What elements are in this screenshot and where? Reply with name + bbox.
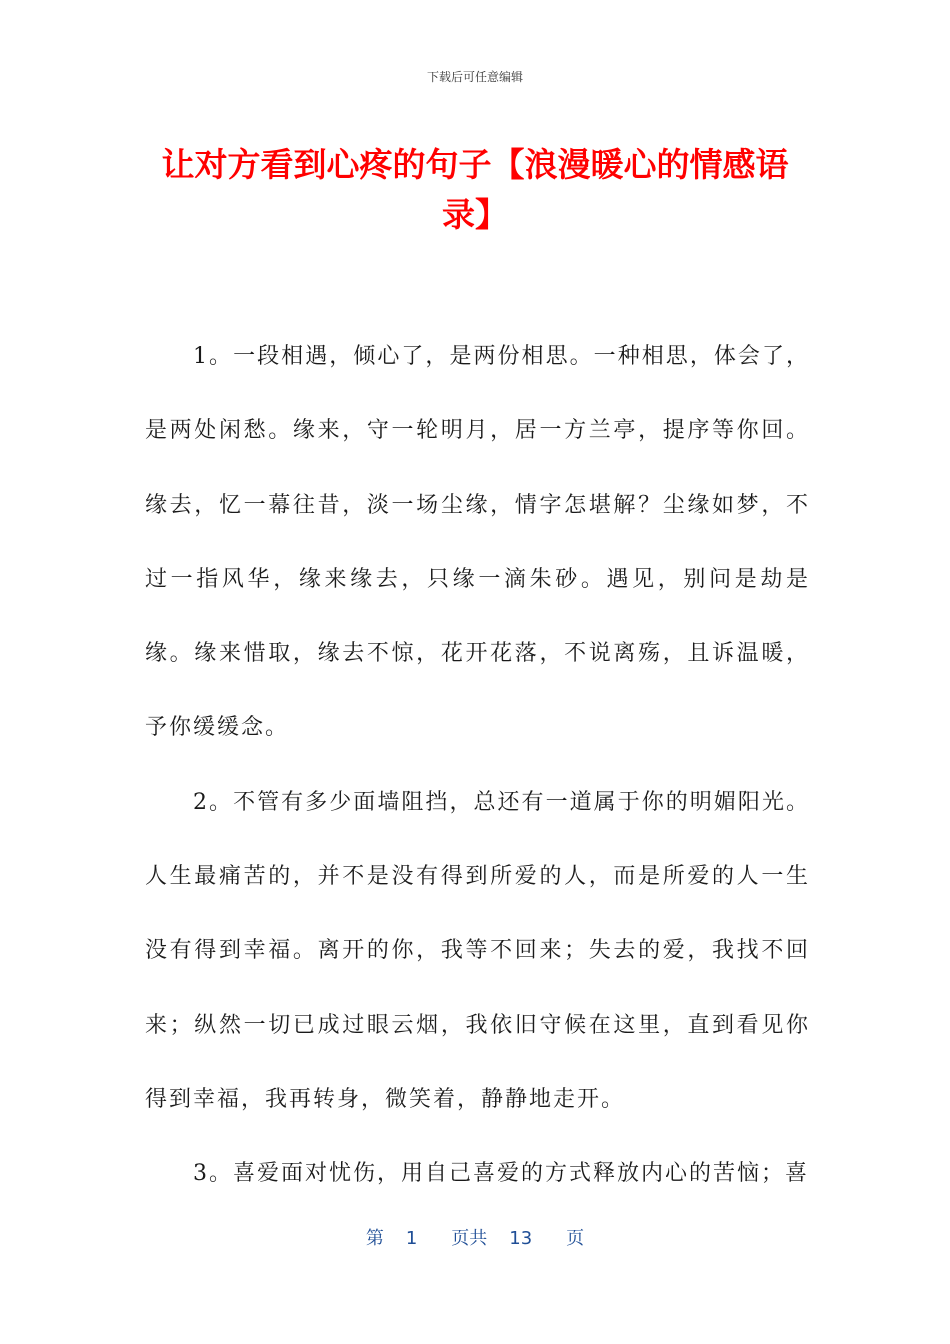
document-title: 让对方看到心疼的句子【浪漫暖心的情感语录】: [161, 145, 789, 234]
footer-total-pages: 13: [509, 1228, 533, 1249]
footer-prefix: 第: [365, 1228, 384, 1249]
paragraph-3: 3。喜爱面对忧伤，用自己喜爱的方式释放内心的苦恼；喜: [193, 1161, 809, 1187]
document-body: [145, 320, 810, 1212]
footer-middle: 页共: [451, 1228, 488, 1249]
header-note: 下载后可任意编辑: [426, 70, 523, 84]
footer-current-page: 1: [405, 1228, 418, 1249]
paragraph-2: 2。不管有多少面墙阻挡，总还有一道属于你的明媚阳光。人生最痛苦的，并不是没有得到所爱的人，而是所爱的人一生没有得到幸福。离开的你，我等不回来；失去的爱，我找不回来；纵然一切已成过眼云烟，我依旧守候在这里，直到看见你得到幸福，我再转身，微笑着，静静地走开。: [145, 789, 810, 1112]
paragraph-1: 1。一段相遇，倾心了，是两份相思。一种相思，体会了，是两处闲愁。缘来，守一轮明月，居一方兰亭，提序等你回。缘去，忆一幕往昔，淡一场尘缘，情字怎堪解？尘缘如梦，不过一指风华，缘来缘去，只缘一滴朱砂。遇见，别问是劫是缘。缘来惜取，缘去不惊，花开花落，不说离殇，且诉温暖，予你缓缓念。: [145, 344, 810, 741]
footer-suffix: 页: [566, 1228, 585, 1249]
page-footer: [0, 1224, 950, 1250]
